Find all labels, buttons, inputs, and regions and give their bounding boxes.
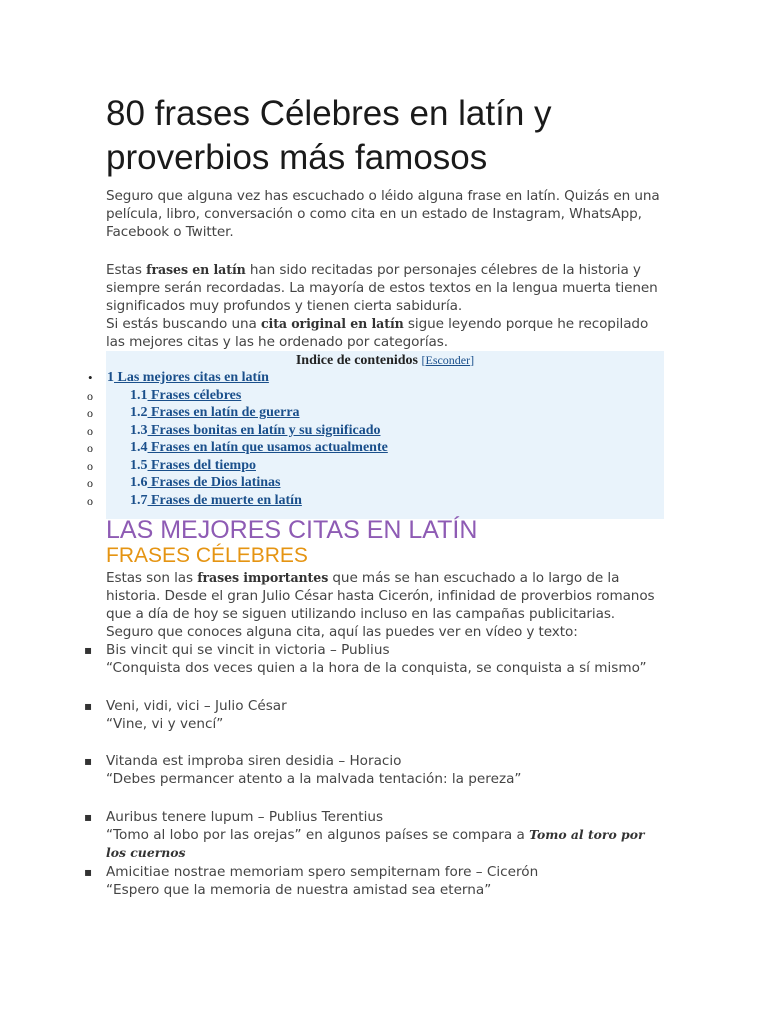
toc-item-1-5[interactable] (130, 457, 256, 475)
quote-translation: “Vine, vi y vencí” (106, 716, 224, 732)
bullet-icon: ▪ (84, 865, 93, 879)
quote-latin: Vitanda est improba siren desidia – Horacio (106, 753, 402, 769)
toc-link-mejores-citas[interactable]: Las mejores citas en latín (114, 370, 269, 385)
toc-item-1-4[interactable] (130, 439, 388, 457)
quote-translation: “Debes permancer atento a la malvada tentación: la pereza” (106, 771, 522, 787)
toc-item-1-2[interactable] (130, 404, 300, 422)
bullet-icon: ▪ (84, 699, 93, 713)
toc-link-dios[interactable]: Frases de Dios latinas (147, 475, 281, 490)
bullet-icon: o (87, 476, 93, 490)
bullet-icon: o (87, 389, 93, 403)
toc-item-1-7[interactable] (130, 492, 302, 510)
paragraph-2-pre: Estas (106, 262, 147, 278)
toc-header (106, 353, 664, 369)
section-subheading: FRASES CÉLEBRES (106, 544, 308, 567)
intro-paragraph: Seguro que alguna vez has escuchado o léido alguna frase en latín. Quizás en una película, libro, conversación o como cita en un estado de Instagram, WhatsApp, Facebook o Twitter. (106, 188, 660, 240)
quote-latin: Auribus tenere lupum – Publius Terentius (106, 809, 384, 825)
toc-item-number: 1 (107, 370, 114, 385)
bullet-icon: o (87, 424, 93, 438)
paragraph-3-bold: cita original en latín (260, 316, 404, 331)
paragraph-2 (106, 261, 666, 315)
bullet-icon: o (87, 406, 93, 420)
quote-translation: “Espero que la memoria de nuestra amistad sea eterna” (106, 882, 492, 898)
toc-item-1[interactable] (107, 369, 269, 387)
paragraph-3 (106, 315, 666, 351)
toc-item-number: 1.3 (130, 423, 148, 438)
toc-item-1-6[interactable] (130, 474, 281, 492)
toc-item-number: 1.5 (130, 458, 148, 473)
toc-item-number: 1.7 (130, 493, 148, 508)
toc-item-number: 1.2 (130, 405, 148, 420)
bullet-icon: o (87, 459, 93, 473)
quote-item (106, 641, 666, 677)
quote-item (106, 752, 666, 788)
bullet-icon: ▪ (84, 643, 93, 657)
section-paragraph-post: que más se han escuchado a lo largo de la historia. Desde el gran Julio César hasta Cicerón, infinidad de proverbios romanos que a día de hoy se siguen utilizando incluso en las campañas publicitarias. (106, 570, 655, 622)
bullet-icon: • (88, 370, 93, 385)
toc-item-number: 1.1 (130, 388, 148, 403)
quote-latin: Veni, vidi, vici – Julio César (106, 698, 287, 714)
toc-item-1-1[interactable] (130, 387, 241, 405)
toc-toggle-open: [ (421, 353, 426, 367)
toc-link-actualmente[interactable]: Frases en latín que usamos actualmente (147, 440, 388, 455)
quote-translation (106, 826, 666, 862)
paragraph-3-post: sigue leyendo porque he recopilado las mejores citas y las he ordenado por categorías. (106, 316, 649, 350)
quote-item (106, 697, 666, 733)
section-paragraph (106, 569, 666, 641)
bullet-icon: o (87, 441, 93, 455)
section-paragraph-last: Seguro que conoces alguna cita, aquí las puedes ver en vídeo y texto: (106, 624, 578, 640)
toc-item-1-3[interactable] (130, 422, 380, 440)
quote-item (106, 808, 666, 862)
toc-link-guerra[interactable]: Frases en latín de guerra (147, 405, 300, 420)
quote-item (106, 863, 666, 899)
toc-link-tiempo[interactable]: Frases del tiempo (147, 458, 256, 473)
toc-item-number: 1.4 (130, 440, 148, 455)
paragraph-2-post: han sido recitadas por personajes célebres de la historia y siempre serán recordadas. La mayoría de estos textos en la lengua muerta tienen significados muy profundos y tienen cierta sabiduría. (106, 262, 658, 314)
quote-translation-italic: Tomo al toro por los cuernos (106, 827, 645, 860)
page-title: 80 frases Célebres en latín y proverbios más famosos (106, 94, 552, 177)
bullet-icon: ▪ (84, 810, 93, 824)
bullet-icon: ▪ (84, 754, 93, 768)
quote-latin: Bis vincit qui se vincit in victoria – Publius (106, 642, 390, 658)
toc-title: Indice de contenidos (295, 353, 418, 368)
toc-toggle (421, 353, 474, 367)
section-paragraph-bold: frases importantes (197, 570, 329, 585)
toc-link-bonitas[interactable]: Frases bonitas en latín y su significado (147, 423, 381, 438)
section-paragraph-pre: Estas son las (106, 570, 198, 586)
paragraph-2-bold: frases en latín (146, 262, 246, 277)
quote-translation: “Conquista dos veces quien a la hora de la conquista, se conquista a sí mismo” (106, 660, 647, 676)
bullet-icon: o (87, 494, 93, 508)
toc-link-muerte[interactable]: Frases de muerte en latín (147, 493, 302, 508)
quote-latin: Amicitiae nostrae memoriam spero sempiternam fore – Cicerón (106, 864, 539, 880)
paragraph-3-pre: Si estás buscando una (106, 316, 261, 332)
toc-item-number: 1.6 (130, 475, 148, 490)
toc-link-frases-celebres[interactable]: Frases célebres (147, 388, 242, 403)
quote-translation-text: “Tomo al lobo por las orejas” en algunos países se compara a (106, 827, 530, 843)
toc-hide-link[interactable]: Esconder (425, 353, 471, 367)
section-heading: LAS MEJORES CITAS EN LATÍN (106, 516, 478, 544)
toc-toggle-close: ] (470, 353, 475, 367)
